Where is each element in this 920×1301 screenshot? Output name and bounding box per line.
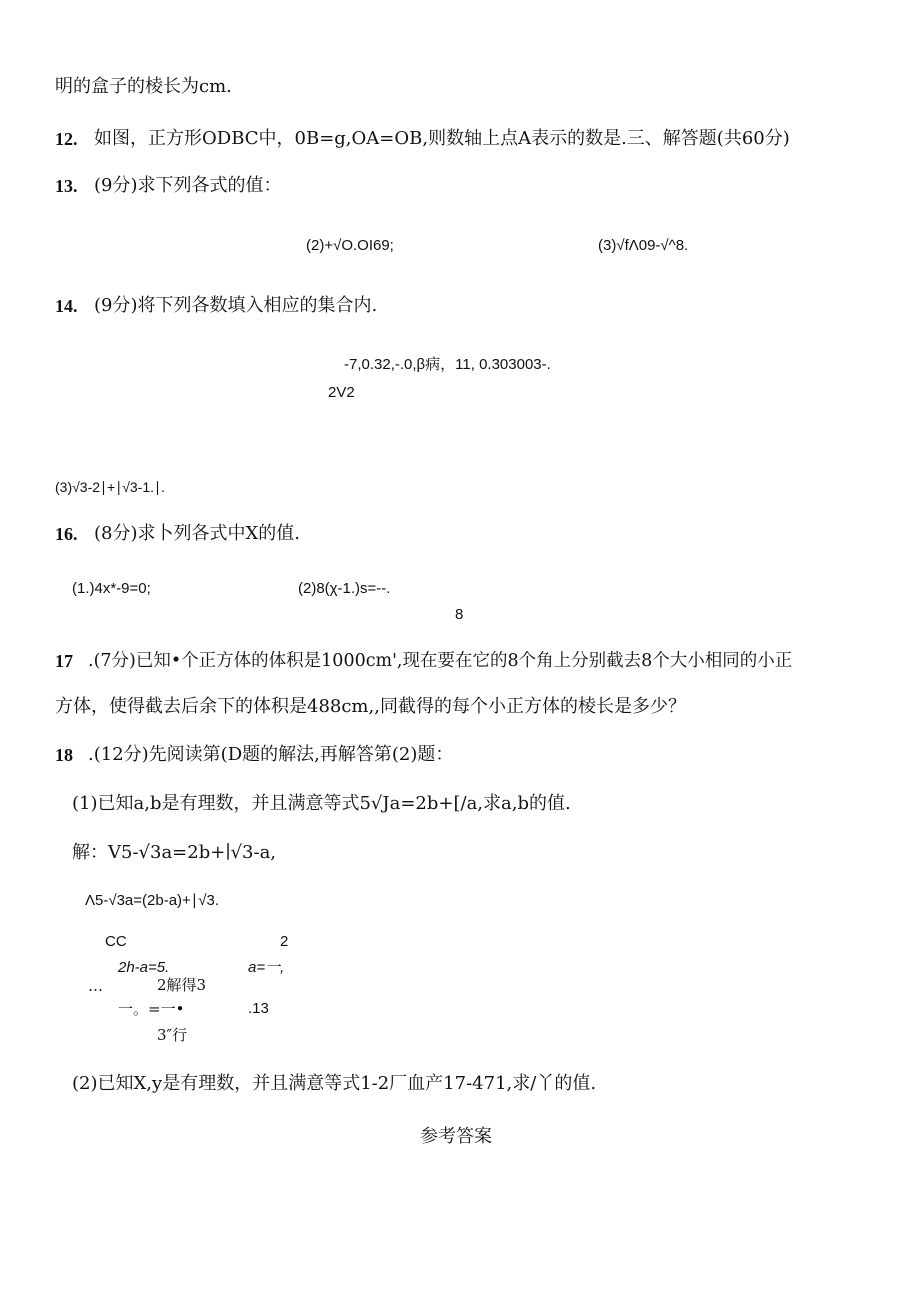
q14-numbers: -7,0.32,-.0,β病，11, 0.303003-.: [344, 356, 551, 373]
formula-cc: CC: [105, 933, 127, 950]
solution-line2: Λ5-√3a=(2b-a)+∣√3.: [85, 892, 220, 909]
q17-text-line1: .(7分)已知•个正方体的体积是1000cm',现在要在它的8个角上分别截去8个大小相同的小正: [88, 651, 793, 671]
formula-2: 2: [280, 933, 289, 950]
formula-yi: 一。=一•: [118, 1000, 185, 1018]
q16-text: (8分)求卜列各式中X的值.: [94, 523, 301, 544]
q12-text: 如图，正方形ODBC中，0B=g,OA=OB,则数轴上点A表示的数是.三、解答题(共60分): [94, 128, 790, 149]
solution-line1: 解：V5-√3a=2b+∣√3-a,: [72, 842, 277, 863]
q12-number: 12.: [55, 129, 78, 149]
q14-number: 14.: [55, 296, 78, 316]
q14-sub: 2V2: [328, 384, 355, 401]
q17-text-line2: 方体，使得截去后余下的体积是488cm,,同截得的每个小正方体的棱长是多少？: [55, 696, 686, 717]
formula-dots: …: [88, 977, 103, 995]
q18-number: 18: [55, 745, 73, 765]
q17-number: 17: [55, 651, 73, 671]
formula-a-equals: a=一,: [248, 959, 285, 976]
q18-text: .(12分)先阅读第(D题的解法,再解答第(2)题：: [88, 744, 454, 765]
q14-text: (9分)将下列各数填入相应的集合内.: [94, 295, 378, 316]
q13-part2: (2)+√O.OI69;: [306, 237, 394, 254]
q15-part3: (3)√3-2∣+∣√3-1.∣.: [55, 479, 165, 495]
formula-3xing: 3″行: [157, 1026, 188, 1044]
q16-part2: (2)8(χ-1.)s=--.: [298, 580, 391, 597]
formula-solve: 2解得3: [157, 976, 207, 994]
q13-text: (9分)求下列各式的值：: [94, 175, 282, 196]
q13-number: 13.: [55, 176, 78, 196]
q16-denominator: 8: [455, 606, 464, 623]
formula-13: .13: [248, 1000, 269, 1017]
q16-number: 16.: [55, 524, 78, 544]
formula-equation1: 2h-a=5.: [118, 959, 170, 976]
q18-part2: (2)已知X,y是有理数，并且满意等式1-2厂血产17-471,求/丫的值.: [72, 1073, 597, 1094]
line-box-edge: 明的盒子的棱长为cm.: [55, 76, 232, 97]
q13-part3: (3)√fΛ09-√^8.: [598, 237, 689, 254]
answer-title: 参考答案: [420, 1126, 492, 1147]
q16-part1: (1.)4x*-9=0;: [72, 580, 151, 597]
q18-part1: (1)已知a,b是有理数，并且满意等式5√Ja=2b+[/a,求a,b的值.: [72, 793, 571, 814]
